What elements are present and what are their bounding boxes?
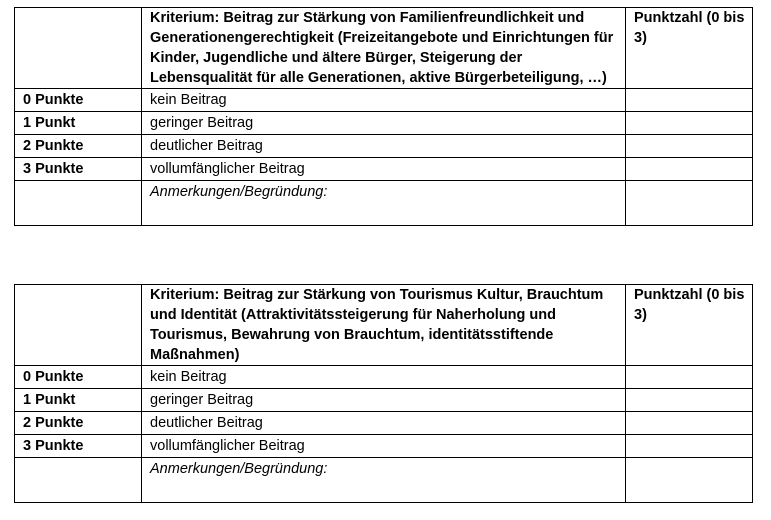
empty-notes-label-cell	[15, 458, 142, 503]
points-description: kein Beitrag	[142, 89, 626, 112]
points-label: 2 Punkte	[15, 135, 142, 158]
score-cell[interactable]	[626, 89, 753, 112]
criterion-table-family	[14, 7, 753, 226]
points-label: 0 Punkte	[15, 366, 142, 389]
table-row	[15, 89, 753, 112]
empty-notes-score-cell	[626, 458, 753, 503]
points-description: geringer Beitrag	[142, 112, 626, 135]
notes-row	[15, 458, 753, 503]
table-row	[15, 389, 753, 412]
empty-notes-label-cell	[15, 181, 142, 226]
points-label: 3 Punkte	[15, 158, 142, 181]
score-cell[interactable]	[626, 435, 753, 458]
notes-field[interactable]: Anmerkungen/Begründung:	[142, 181, 626, 226]
notes-field[interactable]: Anmerkungen/Begründung:	[142, 458, 626, 503]
score-cell[interactable]	[626, 389, 753, 412]
score-column-header: Punktzahl (0 bis 3)	[626, 285, 753, 366]
criterion-table-tourism	[14, 284, 753, 503]
table-header-row	[15, 285, 753, 366]
score-cell[interactable]	[626, 135, 753, 158]
empty-header-cell	[15, 285, 142, 366]
score-column-header: Punktzahl (0 bis 3)	[626, 8, 753, 89]
score-cell[interactable]	[626, 412, 753, 435]
points-description: geringer Beitrag	[142, 389, 626, 412]
notes-row	[15, 181, 753, 226]
points-description: vollumfänglicher Beitrag	[142, 158, 626, 181]
points-label: 1 Punkt	[15, 389, 142, 412]
criterion-heading: Kriterium: Beitrag zur Stärkung von Tourismus Kultur, Brauchtum und Identität (Attraktivitätssteigerung für Naherholung und Tourismus, Bewahrung von Brauchtum, identitätsstiftende Maßnahmen)	[142, 285, 626, 366]
points-description: vollumfänglicher Beitrag	[142, 435, 626, 458]
points-description: kein Beitrag	[142, 366, 626, 389]
table-row	[15, 112, 753, 135]
points-label: 1 Punkt	[15, 112, 142, 135]
table-row	[15, 435, 753, 458]
empty-header-cell	[15, 8, 142, 89]
table-row	[15, 135, 753, 158]
points-description: deutlicher Beitrag	[142, 135, 626, 158]
criterion-heading: Kriterium: Beitrag zur Stärkung von Familienfreundlichkeit und Generationengerechtigkeit (Freizeitangebote und Einrichtungen für Kinder, Jugendliche und ältere Bürger, Steigerung der Lebensqualität für alle Generationen, aktive Bürgerbeteiligung, …)	[142, 8, 626, 89]
points-label: 3 Punkte	[15, 435, 142, 458]
score-cell[interactable]	[626, 158, 753, 181]
empty-notes-score-cell	[626, 181, 753, 226]
table-row	[15, 366, 753, 389]
points-label: 0 Punkte	[15, 89, 142, 112]
table-row	[15, 412, 753, 435]
score-cell[interactable]	[626, 112, 753, 135]
score-cell[interactable]	[626, 366, 753, 389]
points-label: 2 Punkte	[15, 412, 142, 435]
points-description: deutlicher Beitrag	[142, 412, 626, 435]
table-header-row	[15, 8, 753, 89]
table-row	[15, 158, 753, 181]
